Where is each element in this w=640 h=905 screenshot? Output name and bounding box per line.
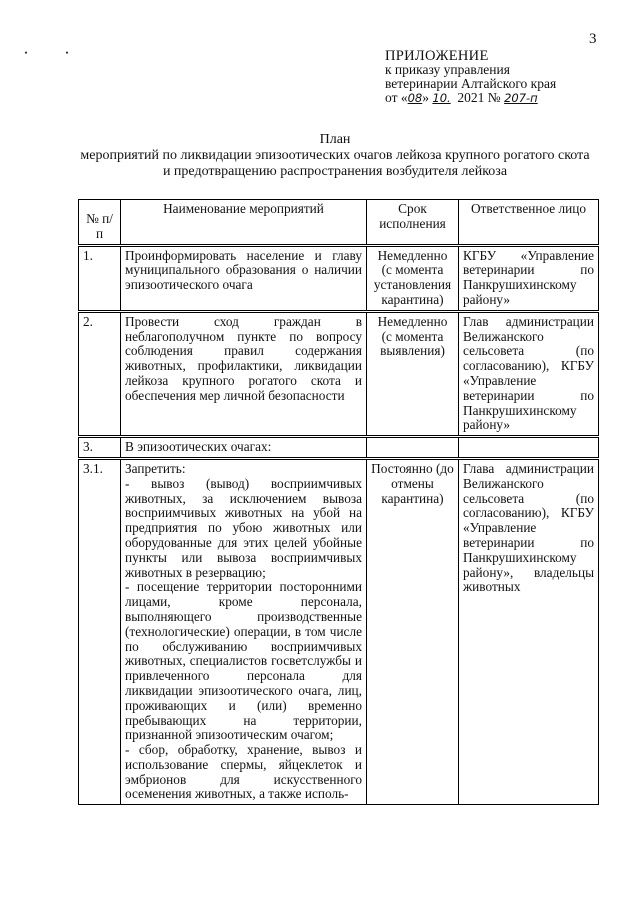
header-action: Наименование мероприятий [121,200,367,246]
plan-table [78,199,599,805]
header-number: № п/п [79,200,121,246]
row-number: 3.1. [79,458,121,804]
row-responsible: КГБУ «Управление ветеринарии по Панкрушихинскому району» [459,245,599,311]
date-prefix: от « [385,90,408,105]
row-responsible [459,437,599,459]
row-action: Проинформировать население и главу муниципального образования о наличии эпизоотического очага [121,245,367,311]
row-action: В эпизоотических очагах: [121,437,367,459]
handwritten-day: 08 [407,91,423,105]
corner-marks: ・ ・ [20,46,87,60]
handwritten-order-number: 207-п [504,91,538,105]
header-term: Срок исполнения [367,200,459,246]
row-term: Постоянно (до отмены карантина) [367,458,459,804]
row-term [367,437,459,459]
date-mid: » [422,90,429,105]
row-term: Немедленно (с момента установления карантина) [367,245,459,311]
table-row [79,311,599,436]
year-number-label: 2021 № [457,90,501,105]
table-row [79,245,599,311]
row-term: Немедленно (с момента выявления) [367,311,459,436]
row-action: Запретить: - вывоз (вывод) восприимчивых животных, за исключением вывоза восприимчивых животных на убой на предприятия по убою животных или оборудованные для этих целей убойные пункты или вывоза восприимчивых животных в резервацию; - посещение территории посторонними лицами, кроме персонала, выполняющего производственные (технологические) операции, в том числе по обслуживанию восприимчивых животных, специалистов госветслужбы и привлеченного персонала для ликвидации эпизоотического очага, лиц, проживающих и (или) временно пребывающих на территории, признанной эпизоотическим очагом; - сбор, обработку, хранение, вывоз и использование спермы, яйцеклеток и эмбрионов для искусственного осеменения животных, а также исполь- [121,458,367,804]
header-responsible: Ответственное лицо [459,200,599,246]
title-line-2: мероприятий по ликвидации эпизоотических очагов лейкоза крупного рогатого скота [80,148,590,163]
appendix-line-1: к приказу управления [385,62,510,77]
table-row [79,458,599,804]
row-responsible: Глав администрации Велижанского сельсовета (по согласованию), КГБУ «Управление ветеринарии по Панкрушихинскому району» [459,311,599,436]
row-number: 1. [79,245,121,311]
appendix-block [385,49,556,105]
title-line-1: План [319,132,351,147]
page-number: 3 [589,31,597,47]
row-action: Провести сход граждан в неблагополучном пункте по вопросу соблюдения правил содержания животных, профилактики, ликвидации лейкоза крупного рогатого скота и обеспечения мер личной безопасности [121,311,367,436]
plan-title [60,132,610,180]
appendix-line-2: ветеринарии Алтайского края [385,76,557,91]
table-row [79,437,599,459]
appendix-title: ПРИЛОЖЕНИЕ [385,48,489,64]
title-line-3: и предотвращению распространения возбудителя лейкоза [162,164,508,179]
row-responsible: Глава администрации Велижанского сельсовета (по согласованию), КГБУ «Управление ветеринарии по Панкрушихинскому району», владельцы животных [459,458,599,804]
row-number: 2. [79,311,121,436]
row-number: 3. [79,437,121,459]
table-header-row [79,200,599,246]
appendix-date-line [385,91,556,105]
handwritten-month: 10. [432,91,451,105]
